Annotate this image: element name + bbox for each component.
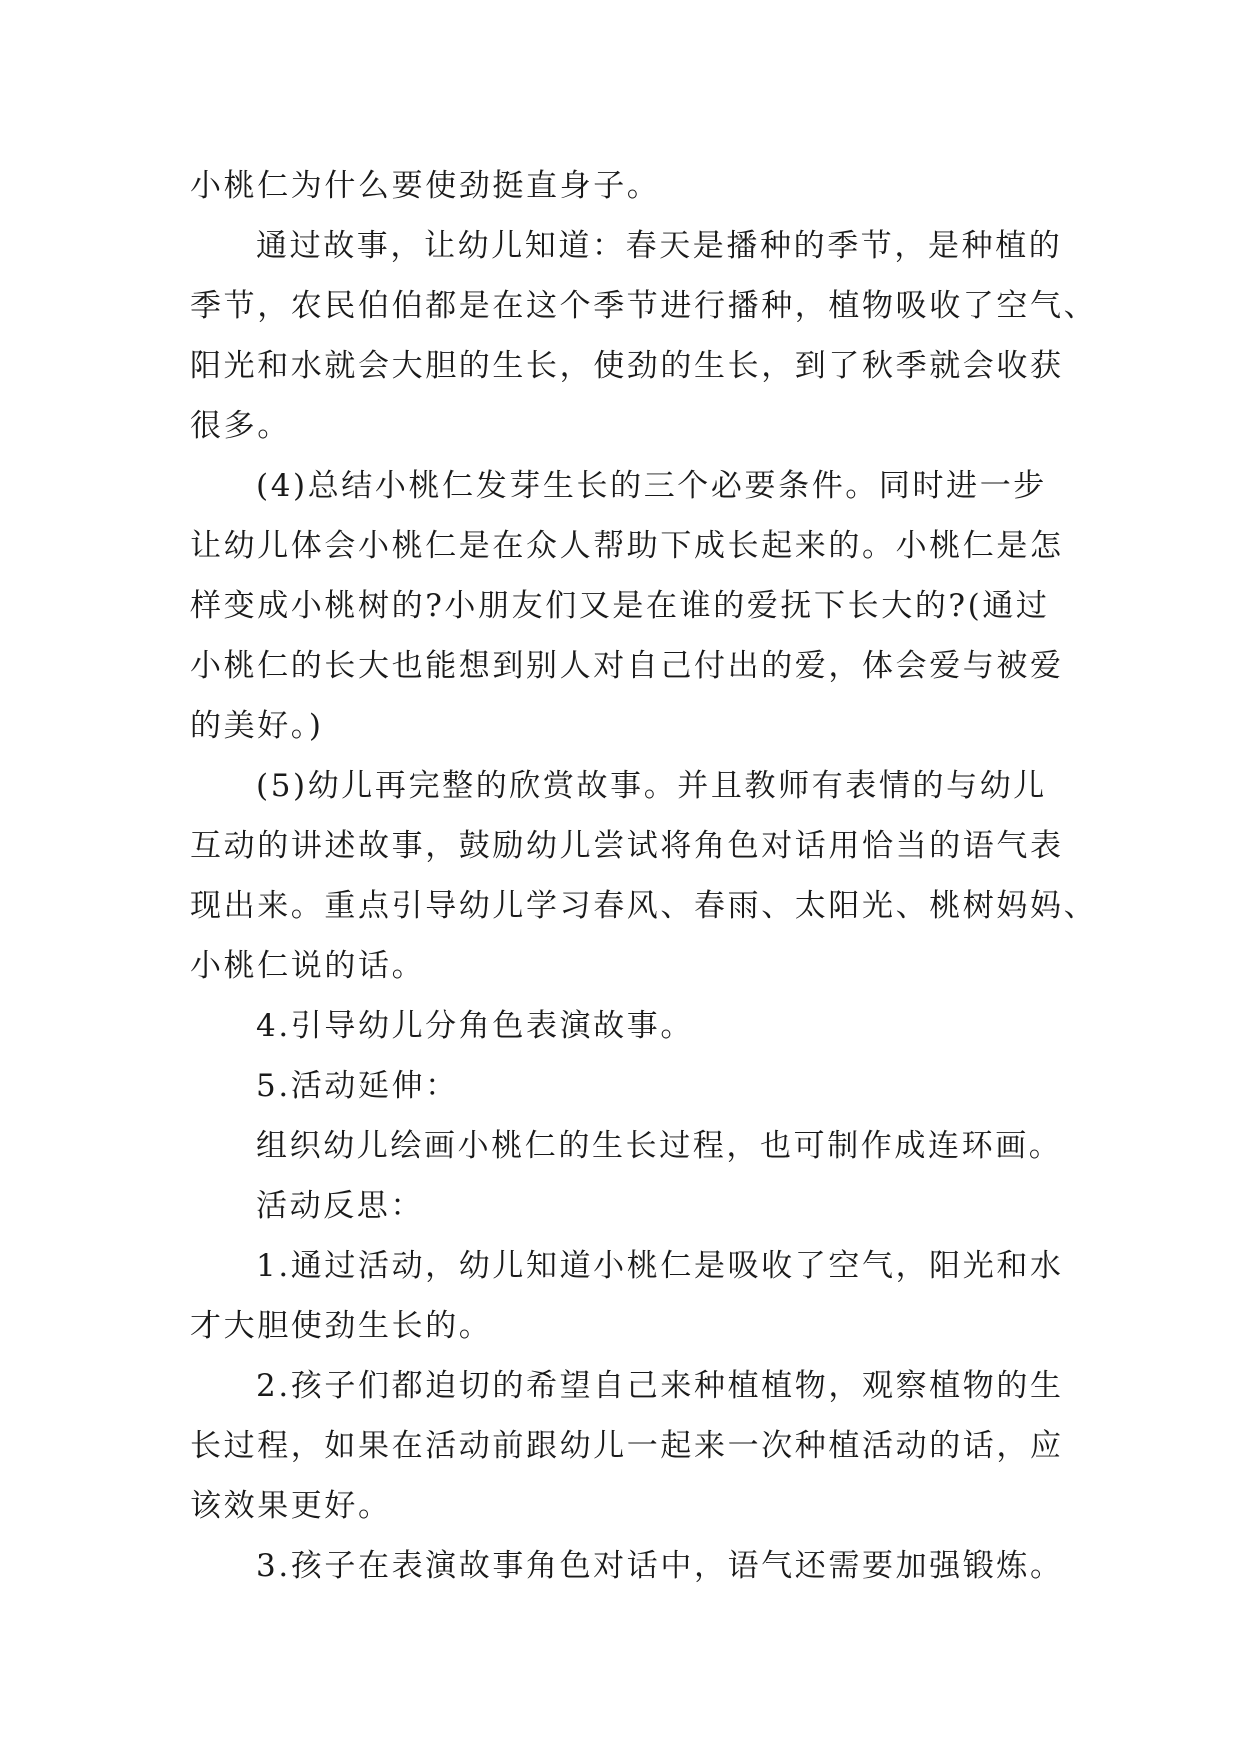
- text-line: 很多。: [190, 408, 291, 444]
- text-line: 通过故事，让幼儿知道：春天是播种的季节，是种植的: [256, 228, 1063, 264]
- text-line: 组织幼儿绘画小桃仁的生长过程，也可制作成连环画。: [256, 1128, 1063, 1164]
- text-line: 2.孩子们都迫切的希望自己来种植植物，观察植物的生: [256, 1368, 1064, 1404]
- text-line: 1.通过活动，幼儿知道小桃仁是吸收了空气，阳光和水: [256, 1248, 1064, 1284]
- text-line: 样变成小桃树的?小朋友们又是在谁的爱抚下长大的?(通过: [190, 588, 1050, 624]
- text-line: 该效果更好。: [190, 1488, 392, 1524]
- text-line: 5.活动延伸：: [256, 1068, 459, 1104]
- text-line: 小桃仁为什么要使劲挺直身子。: [190, 168, 661, 204]
- text-line: 阳光和水就会大胆的生长，使劲的生长，到了秋季就会收获: [190, 348, 1064, 384]
- text-line: 3.孩子在表演故事角色对话中，语气还需要加强锻炼。: [256, 1548, 1064, 1584]
- text-line: 4.引导幼儿分角色表演故事。: [256, 1008, 694, 1044]
- text-line: 才大胆使劲生长的。: [190, 1308, 493, 1344]
- text-line: 让幼儿体会小桃仁是在众人帮助下成长起来的。小桃仁是怎: [190, 528, 1064, 564]
- text-line: 小桃仁说的话。: [190, 948, 426, 984]
- text-line: 长过程，如果在活动前跟幼儿一起来一次种植活动的话，应: [190, 1428, 1064, 1464]
- text-line: 活动反思：: [256, 1188, 424, 1224]
- text-line: 小桃仁的长大也能想到别人对自己付出的爱，体会爱与被爱: [190, 648, 1064, 684]
- text-line: 现出来。重点引导幼儿学习春风、春雨、太阳光、桃树妈妈、: [190, 888, 1098, 924]
- text-line: 季节，农民伯伯都是在这个季节进行播种，植物吸收了空气、: [190, 288, 1098, 324]
- text-line: 的美好。): [190, 708, 324, 744]
- text-line: (4)总结小桃仁发芽生长的三个必要条件。同时进一步: [256, 468, 1047, 504]
- text-line: 互动的讲述故事，鼓励幼儿尝试将角色对话用恰当的语气表: [190, 828, 1064, 864]
- text-line: (5)幼儿再完整的欣赏故事。并且教师有表情的与幼儿: [256, 768, 1047, 804]
